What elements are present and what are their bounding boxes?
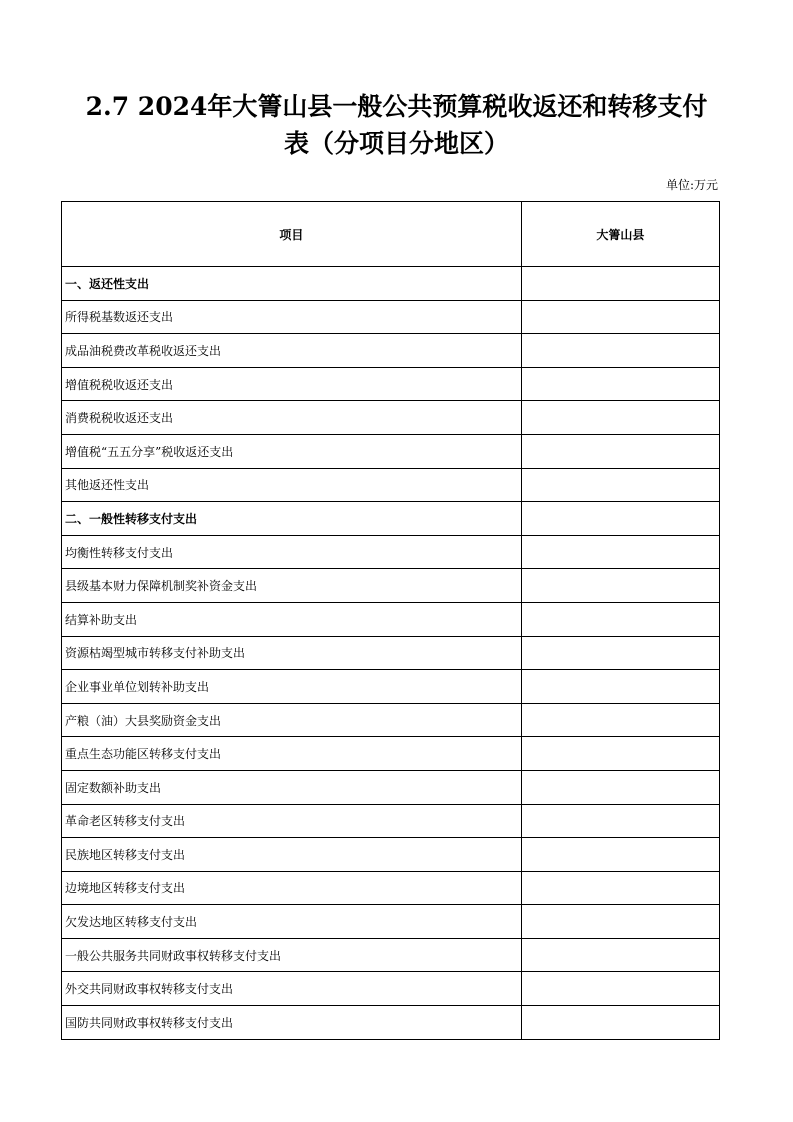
row-value-cell — [521, 670, 719, 704]
row-item-name: 成品油税费改革税收返还支出 — [62, 334, 522, 368]
table-row — [62, 502, 720, 536]
column-header-item: 项目 — [62, 202, 522, 267]
row-value-cell — [521, 502, 719, 536]
row-value-cell — [521, 267, 719, 301]
row-value-cell — [521, 804, 719, 838]
row-value-cell — [521, 737, 719, 771]
row-item-name: 增值税税收返还支出 — [62, 367, 522, 401]
row-item-name: 欠发达地区转移支付支出 — [62, 905, 522, 939]
title-line-1: 2.7 2024年大箐山县一般公共预算税收返还和转移支付 — [85, 92, 708, 121]
column-header-region: 大箐山县 — [521, 202, 719, 267]
row-value-cell — [521, 535, 719, 569]
row-value-cell — [521, 334, 719, 368]
row-value-cell — [521, 300, 719, 334]
table-body — [62, 267, 720, 1040]
row-value-cell — [521, 938, 719, 972]
row-value-cell — [521, 468, 719, 502]
row-item-name: 民族地区转移支付支出 — [62, 838, 522, 872]
row-item-name: 结算补助支出 — [62, 602, 522, 636]
row-item-name: 均衡性转移支付支出 — [62, 535, 522, 569]
row-item-name: 一、返还性支出 — [62, 267, 522, 301]
table-row — [62, 871, 720, 905]
table-row — [62, 670, 720, 704]
table-row — [62, 300, 720, 334]
table-row — [62, 636, 720, 670]
table-row — [62, 569, 720, 603]
unit-label: 单位:万元 — [665, 178, 718, 192]
row-item-name: 其他返还性支出 — [62, 468, 522, 502]
table-row — [62, 367, 720, 401]
row-item-name: 企业事业单位划转补助支出 — [62, 670, 522, 704]
row-value-cell — [521, 367, 719, 401]
row-item-name: 消费税税收返还支出 — [62, 401, 522, 435]
row-value-cell — [521, 905, 719, 939]
table-row — [62, 401, 720, 435]
row-value-cell — [521, 871, 719, 905]
table-row — [62, 602, 720, 636]
row-item-name: 革命老区转移支付支出 — [62, 804, 522, 838]
row-item-name: 边境地区转移支付支出 — [62, 871, 522, 905]
table-row — [62, 1006, 720, 1040]
table-row — [62, 938, 720, 972]
row-value-cell — [521, 401, 719, 435]
row-value-cell — [521, 770, 719, 804]
row-item-name: 固定数额补助支出 — [62, 770, 522, 804]
row-item-name: 所得税基数返还支出 — [62, 300, 522, 334]
row-value-cell — [521, 1006, 719, 1040]
row-item-name: 重点生态功能区转移支付支出 — [62, 737, 522, 771]
table-row — [62, 468, 720, 502]
row-item-name: 县级基本财力保障机制奖补资金支出 — [62, 569, 522, 603]
table-row — [62, 838, 720, 872]
table-header-row — [62, 202, 720, 267]
row-item-name: 二、一般性转移支付支出 — [62, 502, 522, 536]
row-value-cell — [521, 602, 719, 636]
row-item-name: 外交共同财政事权转移支付支出 — [62, 972, 522, 1006]
budget-table — [61, 201, 720, 1040]
row-value-cell — [521, 434, 719, 468]
row-value-cell — [521, 972, 719, 1006]
row-value-cell — [521, 838, 719, 872]
page-title — [40, 88, 753, 162]
table-row — [62, 737, 720, 771]
table-row — [62, 267, 720, 301]
row-item-name: 国防共同财政事权转移支付支出 — [62, 1006, 522, 1040]
row-value-cell — [521, 703, 719, 737]
table-row — [62, 535, 720, 569]
row-item-name: 一般公共服务共同财政事权转移支付支出 — [62, 938, 522, 972]
table-row — [62, 334, 720, 368]
title-line-2: 表（分项目分地区） — [283, 129, 509, 158]
row-item-name: 资源枯竭型城市转移支付补助支出 — [62, 636, 522, 670]
table-row — [62, 770, 720, 804]
row-value-cell — [521, 569, 719, 603]
row-item-name: 增值税“五五分享”税收返还支出 — [62, 434, 522, 468]
table-row — [62, 804, 720, 838]
row-item-name: 产粮（油）大县奖励资金支出 — [62, 703, 522, 737]
row-value-cell — [521, 636, 719, 670]
table-row — [62, 434, 720, 468]
table-row — [62, 972, 720, 1006]
table-row — [62, 905, 720, 939]
table-row — [62, 703, 720, 737]
